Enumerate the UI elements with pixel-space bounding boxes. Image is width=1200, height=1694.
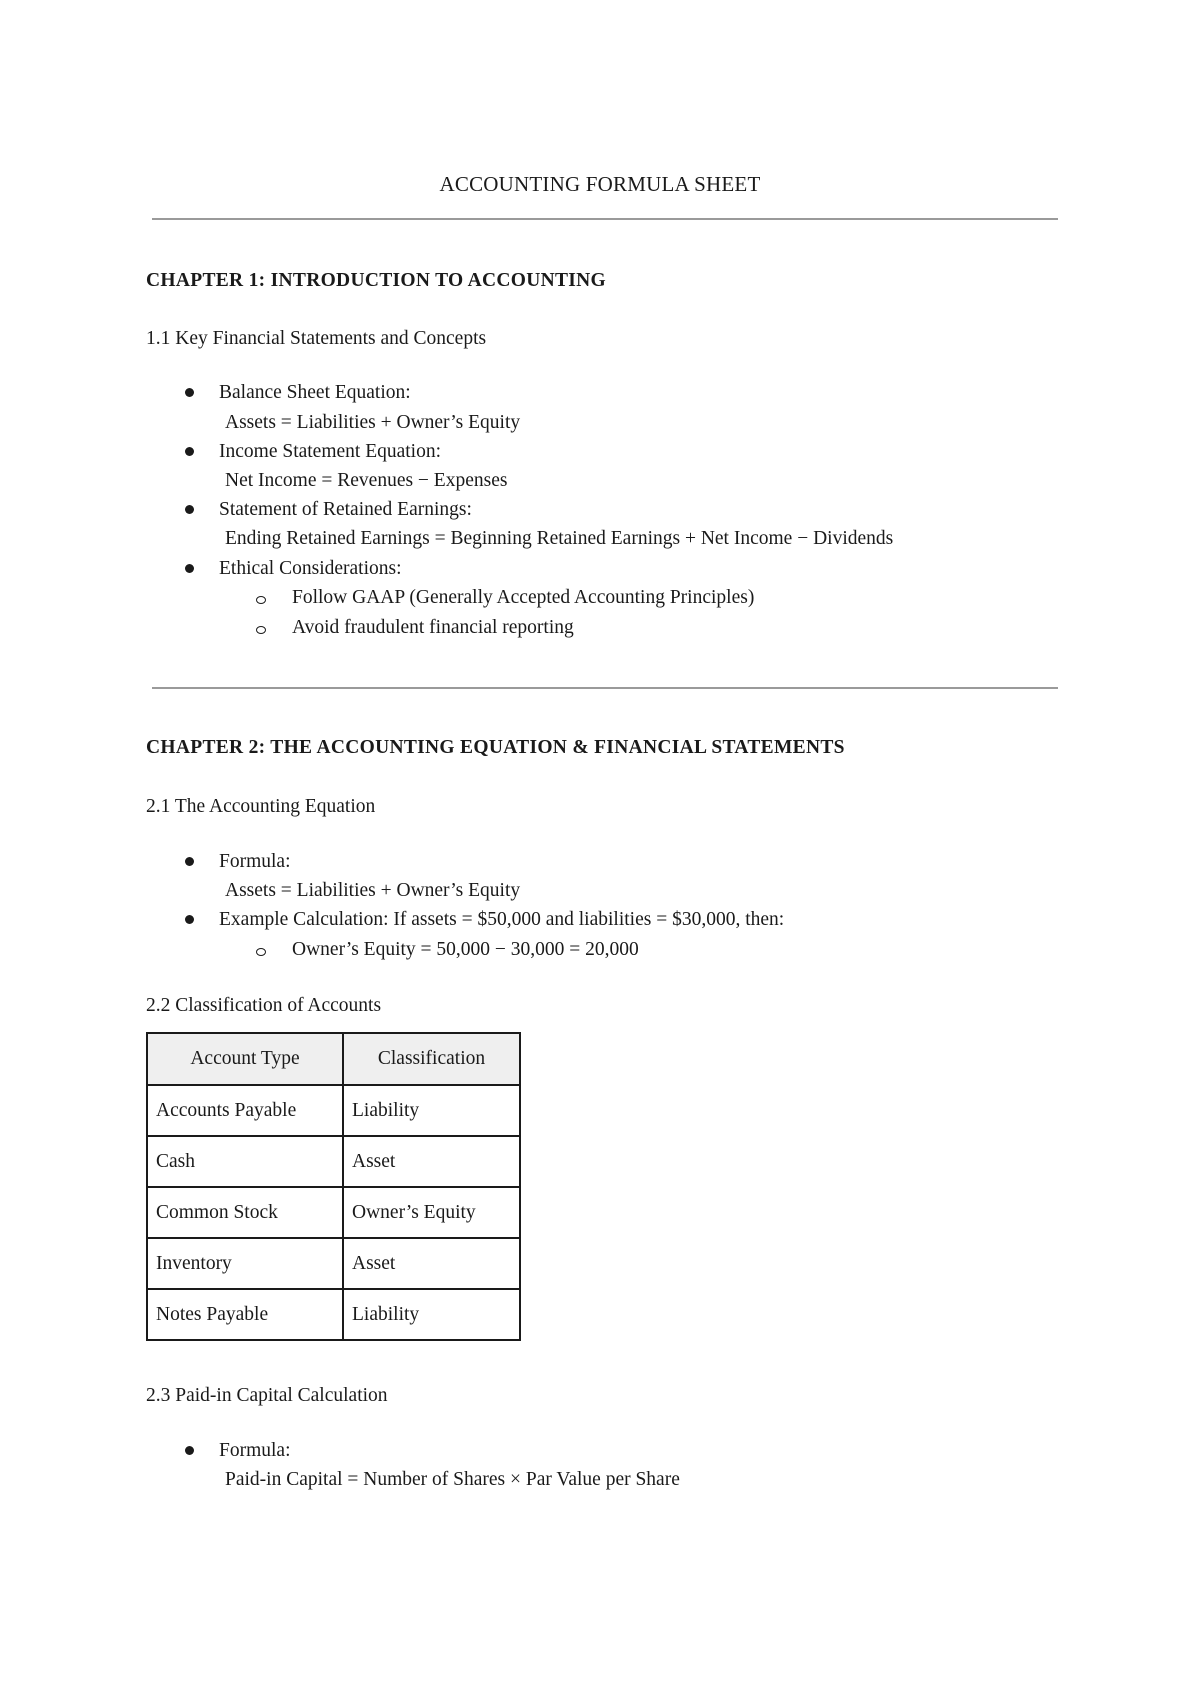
- chapter-2-heading: CHAPTER 2: THE ACCOUNTING EQUATION & FINANCIAL STATEMENTS: [146, 737, 845, 758]
- account-classification-table: [146, 1032, 521, 1341]
- divider: [152, 687, 1058, 689]
- bullet-label: Income Statement Equation:: [219, 441, 442, 462]
- formula-text: Paid-in Capital = Number of Shares × Par Value per Share: [225, 1469, 680, 1490]
- bullet-label: Example Calculation: If assets = $50,000 and liabilities = $30,000, then:: [219, 909, 785, 930]
- chapter-1-heading: CHAPTER 1: INTRODUCTION TO ACCOUNTING: [146, 270, 607, 291]
- table-cell: Asset: [343, 1238, 520, 1289]
- column-header: Account Type: [147, 1033, 343, 1085]
- bullet-label: Formula:: [219, 851, 291, 872]
- table-row: [147, 1238, 520, 1289]
- bullet-label: Statement of Retained Earnings:: [219, 499, 472, 520]
- table-cell: Owner’s Equity: [343, 1187, 520, 1238]
- section-2-3-heading: 2.3 Paid-in Capital Calculation: [146, 1385, 388, 1406]
- bullet-icon: [185, 915, 194, 924]
- table-cell: Liability: [343, 1085, 520, 1136]
- divider: [152, 218, 1058, 220]
- sub-bullet-text: Owner’s Equity = 50,000 − 30,000 = 20,000: [292, 939, 639, 960]
- table-row: [147, 1289, 520, 1340]
- formula-text: Assets = Liabilities + Owner’s Equity: [225, 412, 521, 433]
- sub-bullet-text: Avoid fraudulent financial reporting: [292, 617, 574, 638]
- formula-text: Assets = Liabilities + Owner’s Equity: [225, 880, 521, 901]
- bullet-icon: [185, 1446, 194, 1455]
- bullet-icon: [185, 388, 194, 397]
- table-row: [147, 1187, 520, 1238]
- column-header: Classification: [343, 1033, 520, 1085]
- table-row: [147, 1085, 520, 1136]
- section-2-2-heading: 2.2 Classification of Accounts: [146, 995, 382, 1016]
- section-2-1-heading: 2.1 The Accounting Equation: [146, 796, 376, 817]
- bullet-icon: [185, 857, 194, 866]
- formula-text: Ending Retained Earnings = Beginning Retained Earnings + Net Income − Dividends: [225, 528, 894, 549]
- bullet-label: Formula:: [219, 1440, 291, 1461]
- table-row: [147, 1136, 520, 1187]
- bullet-label: Ethical Considerations:: [219, 558, 402, 579]
- sub-bullet-icon: [256, 596, 266, 604]
- sub-bullet-icon: [256, 626, 266, 634]
- sub-bullet-icon: [256, 948, 266, 956]
- section-1-1-heading: 1.1 Key Financial Statements and Concepts: [146, 328, 487, 349]
- bullet-icon: [185, 447, 194, 456]
- formula-text: Net Income = Revenues − Expenses: [225, 470, 508, 491]
- table-header-row: [147, 1033, 520, 1085]
- table-cell: Liability: [343, 1289, 520, 1340]
- table-cell: Notes Payable: [147, 1289, 343, 1340]
- bullet-label: Balance Sheet Equation:: [219, 382, 411, 403]
- table-cell: Cash: [147, 1136, 343, 1187]
- sub-bullet-text: Follow GAAP (Generally Accepted Accounting Principles): [292, 587, 755, 608]
- document-title: ACCOUNTING FORMULA SHEET: [439, 172, 761, 196]
- table-cell: Common Stock: [147, 1187, 343, 1238]
- table-cell: Asset: [343, 1136, 520, 1187]
- bullet-icon: [185, 564, 194, 573]
- table-cell: Inventory: [147, 1238, 343, 1289]
- table-cell: Accounts Payable: [147, 1085, 343, 1136]
- bullet-icon: [185, 505, 194, 514]
